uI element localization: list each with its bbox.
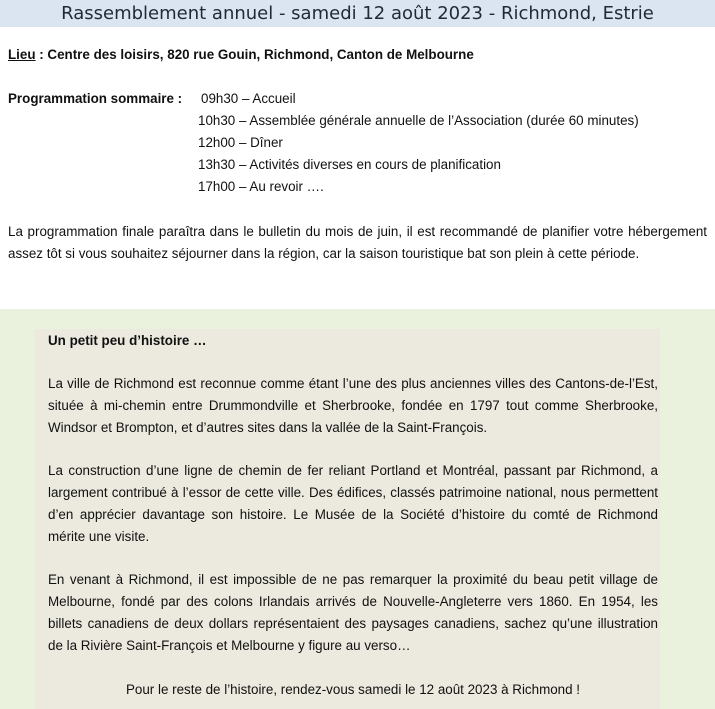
history-heading: Un petit peu d’histoire … [48,333,207,348]
program-item: 12h00 – Dîner [198,135,283,150]
location-value: : Centre des loisirs, 820 rue Gouin, Richmond, Canton de Melbourne [35,47,474,62]
page-title: Rassemblement annuel - samedi 12 août 2023 - Richmond, Estrie [0,0,715,27]
program-label: Programmation sommaire : [8,91,183,106]
program-item: 10h30 – Assemblée générale annuelle de l’Association (durée 60 minutes) [198,113,639,128]
history-closing: Pour le reste de l’histoire, rendez-vous samedi le 12 août 2023 à Richmond ! [125,682,581,697]
history-paragraph: La construction d’une ligne de chemin de fer reliant Portland et Montréal, passant par Richmond, a largement contribué à l’essor de cette ville. Des édifices, classés patrimoine national, nous permettent d’en apprécier davantage son histoire. Le Musée de la Société d’histoire du comté de Richmond mérite une visite. [48,463,658,544]
history-paragraph: En venant à Richmond, il est impossible de ne pas remarquer la proximité du beau petit village de Melbourne, fondé par des colons Irlandais arrivés de Nouvelle-Angleterre vers 1860. En 1954, les billets canadiens de deux dollars représentaient des paysages canadiens, sachez qu’une illustration de la Rivière Saint-François et Melbourne y figure au verso… [48,572,658,653]
program-item: 17h00 – Au revoir …. [198,179,324,194]
history-paragraph: La ville de Richmond est reconnue comme étant l’une des plus anciennes villes des Cantons-de-l’Est, située à mi-chemin entre Drummondville et Sherbrooke, fondée en 1797 tout comme Sherbrooke, Windsor et Brompton, et d’autres sites dans la vallée de la Saint-François. [48,376,658,435]
location-label: Lieu [8,47,36,62]
program-item: 09h30 – Accueil [201,91,296,106]
program-item: 13h30 – Activités diverses en cours de planification [198,157,501,172]
location-line [8,47,474,62]
intro-paragraph: La programmation finale paraîtra dans le bulletin du mois de juin, il est recommandé de planifier votre hébergement assez tôt si vous souhaitez séjourner dans la région, car la saison touristique bat son plein à cette période. [8,224,707,261]
